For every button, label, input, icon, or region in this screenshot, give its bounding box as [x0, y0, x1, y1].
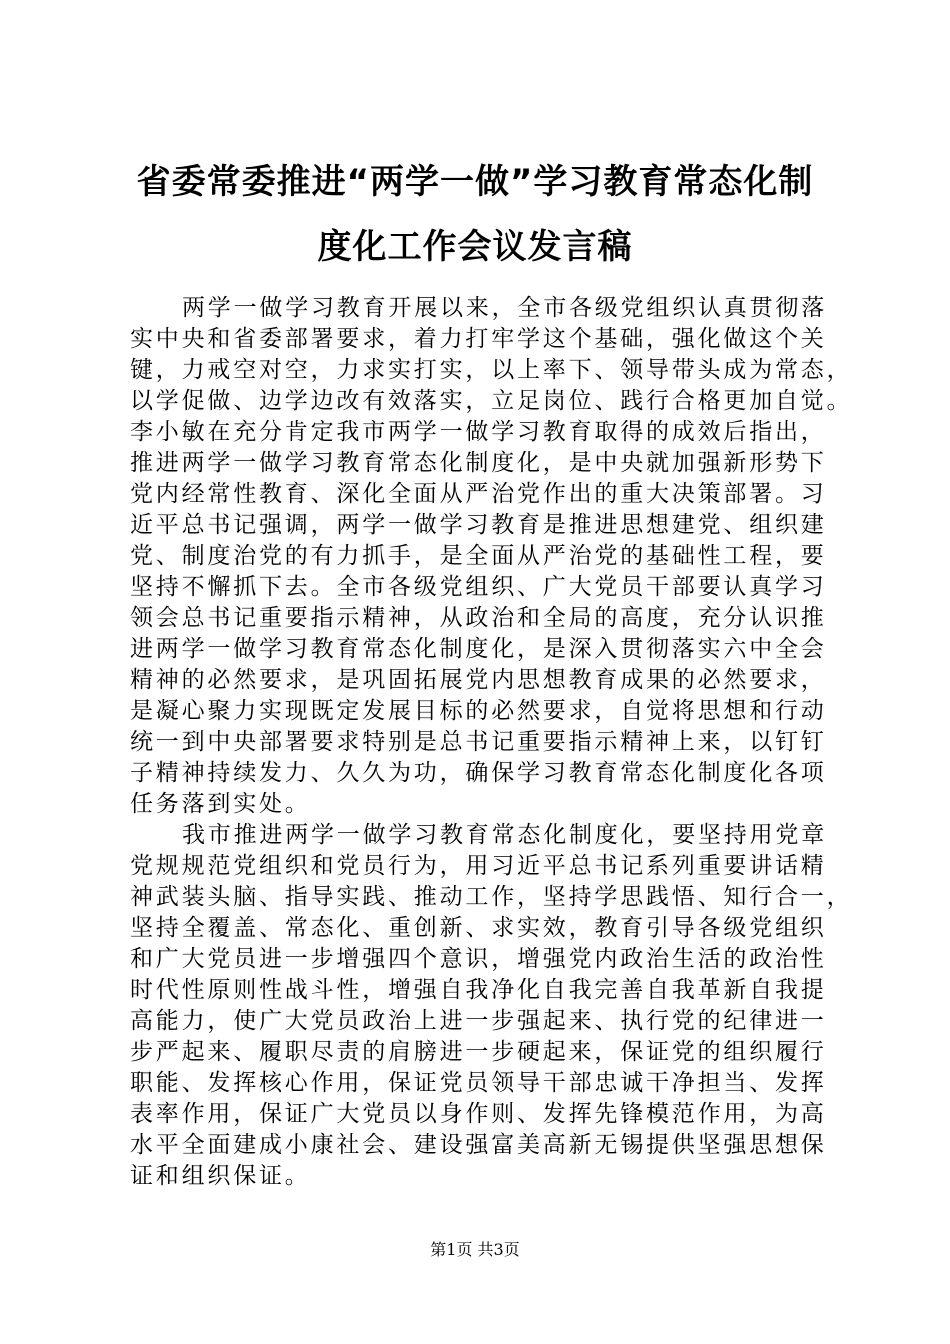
paragraph-line: 近平总书记强调，两学一做学习教育是推进思想建党、组织建 — [130, 512, 827, 538]
paragraph-line: 坚持不懈抓下去。全市各级党组织、广大党员干部要认真学习 — [130, 574, 827, 600]
page-number-footer: 第1页 共3页 — [430, 1240, 520, 1259]
paragraph-line: 李小敏在充分肯定我市两学一做学习教育取得的成效后指出， — [130, 419, 827, 445]
paragraph-line: 领会总书记重要指示精神，从政治和全局的高度，充分认识推 — [130, 605, 827, 631]
paragraph-line: 任务落到实处。 — [130, 791, 311, 817]
paragraph-line: 键，力戒空对空，力求实打实，以上率下、领导带头成为常态， — [130, 357, 853, 383]
paragraph-line: 党规规范党组织和党员行为，用习近平总书记系列重要讲话精 — [130, 853, 827, 879]
paragraph-line: 神武装头脑、指导实践、推动工作，坚持学思践悟、知行合一， — [130, 884, 853, 910]
paragraph-line: 推进两学一做学习教育常态化制度化，是中央就加强新形势下 — [130, 450, 827, 476]
paragraph-line: 证和组织保证。 — [130, 1163, 311, 1189]
paragraph-line: 是凝心聚力实现既定发展目标的必然要求，自觉将思想和行动 — [130, 698, 827, 724]
paragraph-line: 精神的必然要求，是巩固拓展党内思想教育成果的必然要求， — [130, 667, 827, 693]
paragraph-line: 子精神持续发力、久久为功，确保学习教育常态化制度化各项 — [130, 760, 827, 786]
paragraph-line: 坚持全覆盖、常态化、重创新、求实效，教育引导各级党组织 — [130, 915, 827, 941]
paragraph-line: 党内经常性教育、深化全面从严治党作出的重大决策部署。习 — [130, 481, 827, 507]
paragraph-line: 水平全面建成小康社会、建设强富美高新无锡提供坚强思想保 — [130, 1132, 827, 1158]
document-title-line-1: 省委常委推进“两学一做”学习教育常态化制 — [136, 162, 814, 202]
paragraph-line: 两学一做学习教育开展以来，全市各级党组织认真贯彻落 — [182, 295, 827, 321]
paragraph-line: 表率作用，保证广大党员以身作则、发挥先锋模范作用，为高 — [130, 1101, 827, 1127]
document-body — [130, 293, 853, 1192]
paragraph-line: 以学促做、边学边改有效落实，立足岗位、践行合格更加自觉。 — [130, 388, 853, 414]
paragraph-line: 步严起来、履职尽责的肩膀进一步硬起来，保证党的组织履行 — [130, 1039, 827, 1065]
paragraph-2 — [130, 820, 853, 1192]
document-title-line-2: 度化工作会议发言稿 — [317, 227, 633, 267]
paragraph-line: 时代性原则性战斗性，增强自我净化自我完善自我革新自我提 — [130, 977, 827, 1003]
paragraph-line: 和广大党员进一步增强四个意识，增强党内政治生活的政治性 — [130, 946, 827, 972]
paragraph-line: 职能、发挥核心作用，保证党员领导干部忠诚干净担当、发挥 — [130, 1070, 827, 1096]
paragraph-line: 实中央和省委部署要求，着力打牢学这个基础，强化做这个关 — [130, 326, 827, 352]
paragraph-line: 进两学一做学习教育常态化制度化，是深入贯彻落实六中全会 — [130, 636, 827, 662]
paragraph-line: 高能力，使广大党员政治上进一步强起来、执行党的纪律进一 — [130, 1008, 827, 1034]
paragraph-line: 统一到中央部署要求特别是总书记重要指示精神上来，以钉钉 — [130, 729, 827, 755]
paragraph-1 — [130, 293, 853, 820]
paragraph-line: 党、制度治党的有力抓手，是全面从严治党的基础性工程，要 — [130, 543, 827, 569]
paragraph-line: 我市推进两学一做学习教育常态化制度化，要坚持用党章 — [182, 822, 827, 848]
